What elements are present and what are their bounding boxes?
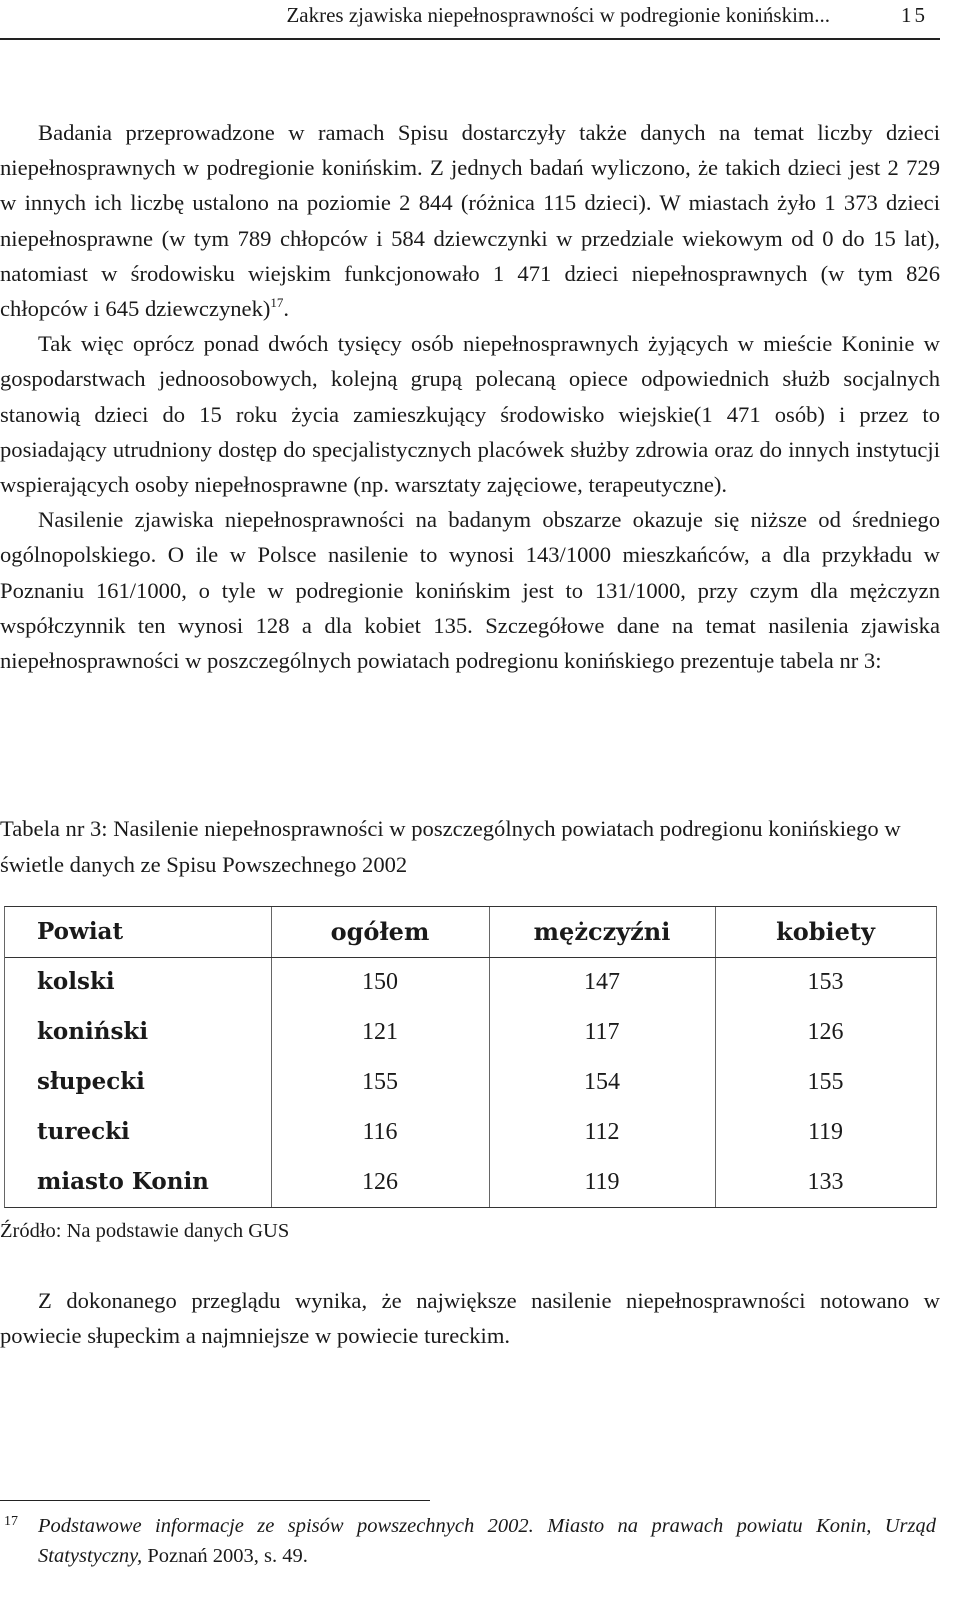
footnote-text [38, 1511, 936, 1571]
paragraph-1-period: . [283, 296, 290, 322]
cell-value: 155 [807, 1069, 844, 1095]
cell-value: 116 [362, 1119, 398, 1145]
cell-value: 119 [584, 1169, 620, 1195]
table-caption: Tabela nr 3: Nasilenie niepełnosprawności w poszczególnych powiatach podregionu konińskiego w świetle danych ze Spisu Powszechnego 2002 [0, 816, 901, 877]
cell-value: 126 [362, 1169, 398, 1195]
paragraph-disability-rate: Nasilenie zjawiska niepełnosprawności na badanym obszarze okazuje się niższe od średniego ogólnopolskiego. O ile w Polsce nasilenie to wynosi 143/1000 mieszkańców, a dla przykładu w Poznaniu 161/1000, o tyle w podregionie konińskim jest to 131/1000, przy czym dla mężczyzn współczynnik ten wynosi 128 a dla kobiet 135. Szczegółowe dane na temat nasilenia zjawiska niepełnosprawności w poszczególnych powiatach podregionu konińskiego prezentuje tabela nr 3: [0, 507, 940, 674]
cell-value: 133 [807, 1169, 844, 1195]
cell-value: 150 [362, 969, 398, 995]
paragraph-rural-children: Tak więc oprócz ponad dwóch tysięcy osób niepełnosprawnych żyjących w mieście Koninie w gospodarstwach jednoosobowych, kolejną grupą polecaną opiece odpowiednich służb socjalnych stanowią dzieci do 15 roku życia zamieszkujący środowisko wiejskie(1 471 osób) i przez to posiadający utrudniony dostęp do specjalistycznych placówek służby zdrowia oraz do innych instytucji wspierających osoby niepełnosprawne (np. warsztaty zajęciowe, terapeutyczne). [0, 331, 940, 498]
cell-value: 121 [362, 1019, 398, 1045]
main-text-block [0, 115, 940, 678]
running-title: Zakres zjawiska niepełnosprawności w podregionie konińskim... [286, 3, 830, 27]
disability-rate-table [4, 906, 937, 1208]
cell-value: 112 [584, 1119, 620, 1145]
header-powiat: Powiat [37, 918, 124, 945]
cell-value: 117 [584, 1019, 620, 1045]
header-ogolem: ogółem [330, 917, 430, 946]
paragraph-children-count [0, 115, 940, 326]
footnote-reference: 17 [270, 295, 284, 311]
row-label-miasto-konin: miasto Konin [37, 1168, 209, 1195]
footnote-number: 17 [4, 1514, 18, 1529]
cell-value: 155 [362, 1069, 398, 1095]
row-label-kolski: kolski [37, 968, 115, 995]
cell-value: 119 [807, 1119, 844, 1145]
page-number: 15 [901, 3, 928, 27]
running-header [0, 0, 940, 40]
paragraph-1-text: Badania przeprowadzone w ramach Spisu dostarczyły także danych na temat liczby dzieci niepełnosprawnych w podregionie konińskim. Z jednych badań wyliczono, że takich dzieci jest 2 729 w innych ich liczbę ustalono na poziomie 2 844 (różnica 115 dzieci). W miastach żyło 1 373 dzieci niepełnosprawne (w tym 789 chłopców i 584 dziewczynki w przedziale wiekowym od 0 do 15 lat), natomiast w środowisku wiejskim funkcjonowało 1 471 dzieci niepełnosprawnych (w tym 826 chłopców i 645 dziewczynek) [0, 120, 940, 322]
row-label-turecki: turecki [37, 1118, 130, 1145]
header-mezczyzni: mężczyźni [533, 917, 671, 946]
row-label-slupecki: słupecki [37, 1068, 145, 1095]
cell-value: 147 [584, 969, 620, 995]
conclusion-block [0, 1283, 940, 1353]
table-source-note: Źródło: Na podstawie danych GUS [0, 1220, 290, 1242]
footnote-separator [0, 1500, 430, 1501]
cell-value: 126 [807, 1019, 844, 1045]
cell-value: 153 [807, 969, 844, 995]
header-kobiety: kobiety [776, 917, 875, 946]
footnote-citation-title: Podstawowe informacje ze spisów powszechnych 2002. Miasto na prawach powiatu Konin, Urząd Statystyczny, [38, 1515, 936, 1567]
paragraph-conclusion: Z dokonanego przeglądu wynika, że największe nasilenie niepełnosprawności notowano w powiecie słupeckim a najmniejsze w powiecie tureckim. [0, 1288, 940, 1349]
cell-value: 154 [584, 1069, 620, 1095]
row-label-koninski: koniński [37, 1018, 149, 1045]
footnote-citation-place: Poznań 2003, s. 49. [142, 1545, 308, 1567]
